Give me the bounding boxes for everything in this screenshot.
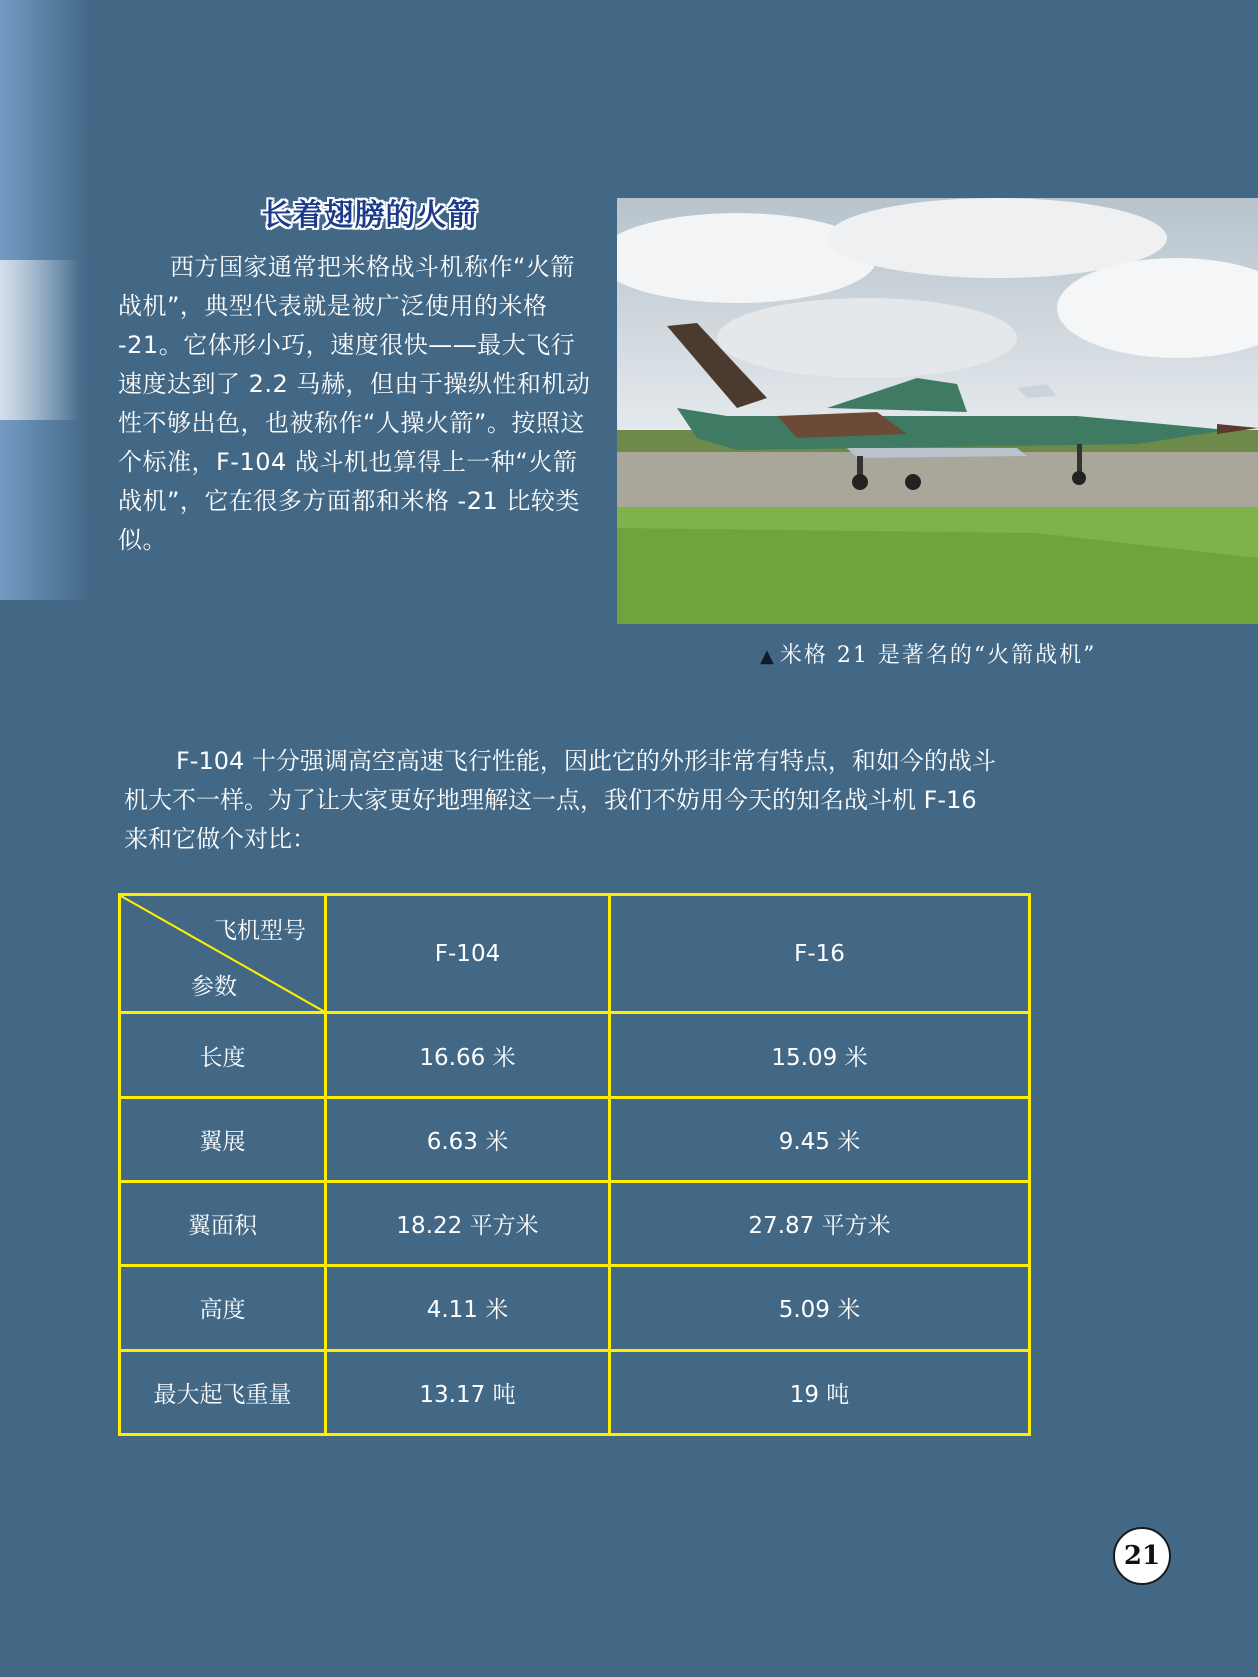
- param-cell: 翼面积: [120, 1182, 326, 1266]
- param-cell: 翼展: [120, 1097, 326, 1181]
- comparison-paragraph: F-104 十分强调高空高速飞行性能，因此它的外形非常有特点，和如今的战斗机大不一样。为了让大家更好地理解这一点，我们不妨用今天的知名战斗机 F-16 来和它做个对比：: [124, 747, 996, 853]
- diagonal-header-cell: [120, 895, 326, 1013]
- f104-value-cell: 16.66 米: [326, 1013, 610, 1097]
- f104-value-cell: 13.17 吨: [326, 1350, 610, 1434]
- f16-value-cell: 19 吨: [610, 1350, 1030, 1434]
- intro-paragraph: 西方国家通常把米格战斗机称作“火箭战机”，典型代表就是被广泛使用的米格 -21。它体形小巧，速度很快——最大飞行速度达到了 2.2 马赫，但由于操纵性和机动性不够出色，也被称作“人操火箭”。按照这个标准，F-104 战斗机也算得上一种“火箭战机”，它在很多方面都和米格 -21 比较类似。: [118, 253, 591, 554]
- f16-value-cell: 27.87 平方米: [610, 1182, 1030, 1266]
- table-row: [120, 1013, 1030, 1097]
- param-cell: 长度: [120, 1013, 326, 1097]
- jet-fighter-photo: [617, 198, 1258, 624]
- table-row: [120, 1266, 1030, 1350]
- caption-marker-icon: ▲: [760, 646, 776, 667]
- jet-fighter-illustration: [617, 198, 1258, 624]
- table-row: [120, 1350, 1030, 1434]
- header-f104: F-104: [326, 895, 610, 1013]
- f16-value-cell: 9.45 米: [610, 1097, 1030, 1181]
- f16-value-cell: 5.09 米: [610, 1266, 1030, 1350]
- param-cell: 最大起飞重量: [120, 1350, 326, 1434]
- background-sky-strip: [0, 0, 90, 600]
- f104-value-cell: 18.22 平方米: [326, 1182, 610, 1266]
- param-cell: 高度: [120, 1266, 326, 1350]
- f16-value-cell: 15.09 米: [610, 1013, 1030, 1097]
- f104-value-cell: 6.63 米: [326, 1097, 610, 1181]
- table-header-row: [120, 895, 1030, 1013]
- header-aircraft-model: 飞机型号: [214, 918, 306, 944]
- page-number: 21: [1113, 1527, 1171, 1585]
- section-title: 长着翅膀的火箭: [261, 198, 479, 233]
- header-f16: F-16: [610, 895, 1030, 1013]
- photo-caption: [760, 638, 1096, 669]
- caption-text: 米格 21 是著名的“火箭战机”: [779, 643, 1097, 668]
- table-row: [120, 1182, 1030, 1266]
- spec-comparison-table: [118, 893, 1031, 1436]
- f104-value-cell: 4.11 米: [326, 1266, 610, 1350]
- table-row: [120, 1097, 1030, 1181]
- header-parameter: 参数: [191, 974, 237, 1001]
